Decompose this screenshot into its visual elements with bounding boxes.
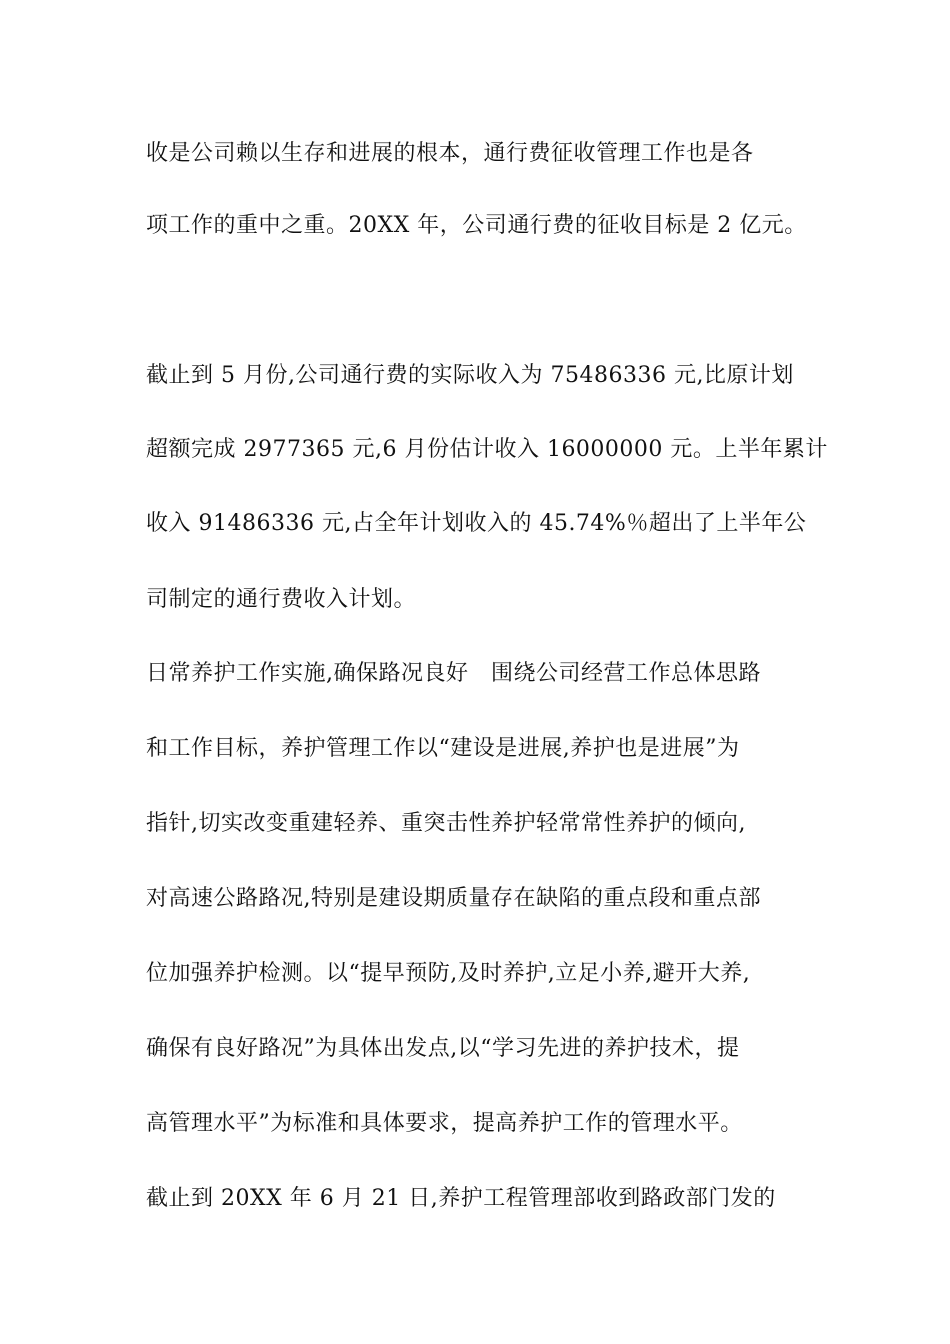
text-line-8: 和工作目标，养护管理工作以“建设是进展,养护也是进展”为	[146, 736, 740, 761]
text-line-10: 对高速公路路况,特别是建设期质量存在缺陷的重点段和重点部	[146, 886, 761, 911]
text-line-1: 收是公司赖以生存和进展的根本，通行费征收管理工作也是各	[146, 141, 754, 166]
text-line-7: 日常养护工作实施,确保路况良好 围绕公司经营工作总体思路	[146, 661, 761, 686]
text-line-4: 超额完成 2977365 元,6 月份估计收入 16000000 元。上半年累计	[146, 437, 828, 462]
text-line-6: 司制定的通行费收入计划。	[146, 587, 417, 612]
text-line-2: 项工作的重中之重。20XX 年，公司通行费的征收目标是 2 亿元。	[146, 213, 807, 238]
text-line-14: 截止到 20XX 年 6 月 21 日,养护工程管理部收到路政部门发的	[146, 1186, 776, 1211]
text-line-11: 位加强养护检测。以“提早预防,及时养护,立足小养,避开大养,	[146, 961, 751, 986]
text-line-13: 高管理水平”为标准和具体要求，提高养护工作的管理水平。	[146, 1111, 743, 1136]
text-line-5: 收入 91486336 元,占全年计划收入的 45.74%％超出了上半年公	[146, 511, 807, 536]
text-line-12: 确保有良好路况”为具体出发点,以“学习先进的养护技术，提	[146, 1036, 740, 1061]
text-line-9: 指针,切实改变重建轻养、重突击性养护轻常常性养护的倾向,	[146, 811, 746, 836]
text-line-3: 截止到 5 月份,公司通行费的实际收入为 75486336 元,比原计划	[146, 363, 794, 388]
